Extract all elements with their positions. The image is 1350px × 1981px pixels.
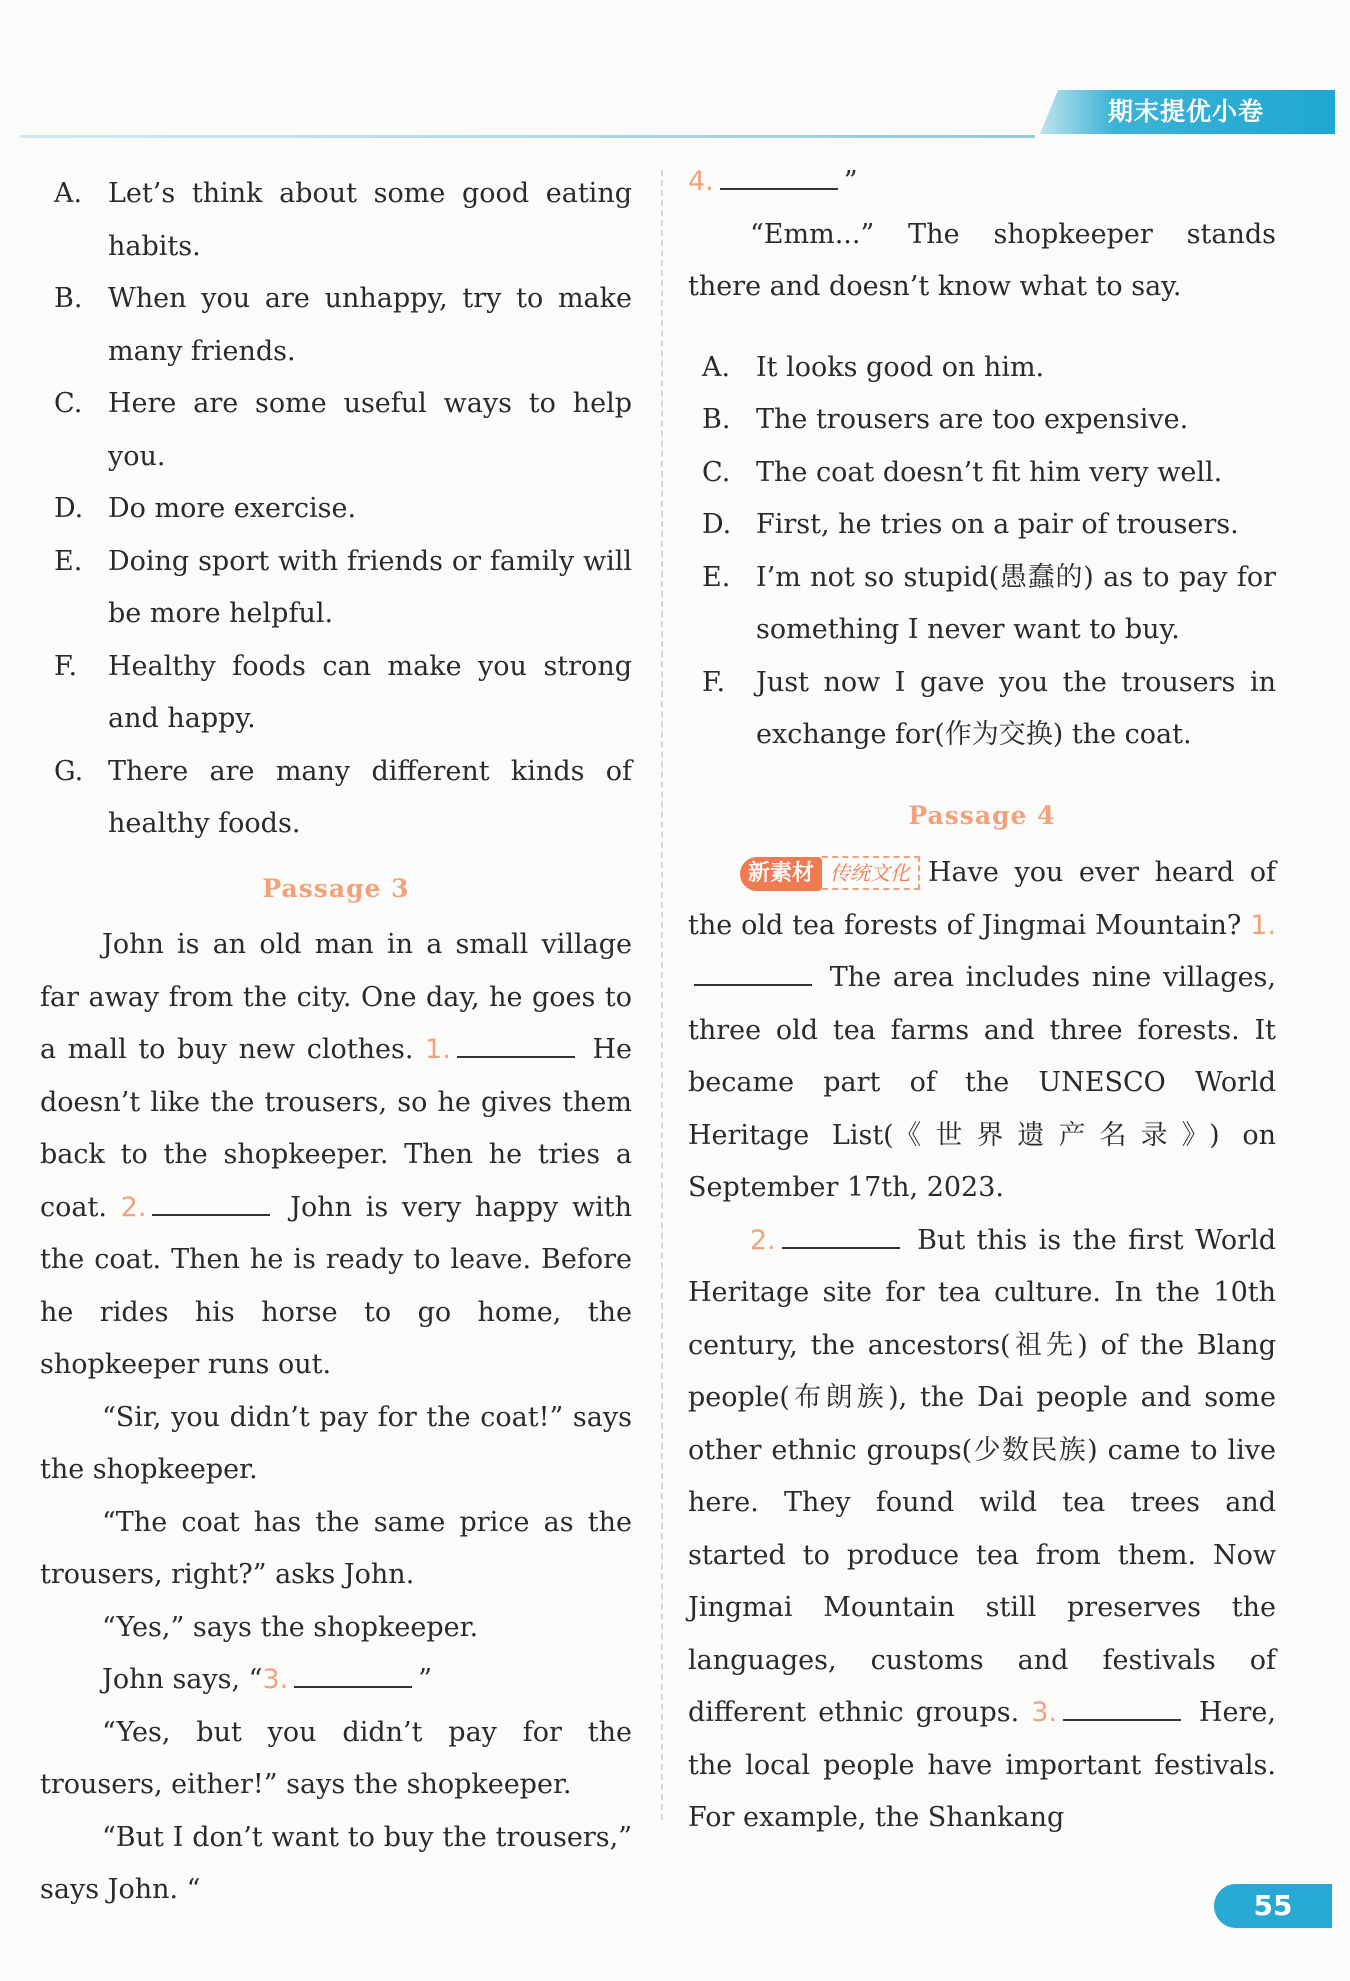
option-item	[688, 447, 1276, 500]
option-letter: C.	[54, 388, 83, 419]
option-item	[688, 552, 1276, 657]
text: John is very happy with the coat. Then he is ready to leave. Before he rides his horse to go home, the shopkeeper runs out.	[40, 1191, 632, 1380]
option-letter: F.	[54, 650, 78, 682]
passage-3-title: Passage 3	[262, 873, 410, 903]
blank-number: 2.	[120, 1191, 147, 1223]
option-item	[40, 641, 632, 746]
option-letter: E.	[702, 561, 731, 593]
option-item	[40, 273, 632, 378]
option-letter: B.	[702, 404, 731, 435]
option-item	[40, 483, 632, 536]
option-item	[40, 168, 632, 273]
passage-3-paragraph-5	[40, 1654, 632, 1707]
option-item	[688, 342, 1276, 395]
option-text: When you are unhappy, try to make many friends.	[108, 283, 632, 367]
passage-3-paragraph-6: “Yes, but you didn’t pay for the trousers, either!” says the shopkeeper.	[40, 1716, 632, 1800]
option-item	[688, 394, 1276, 447]
answer-blank[interactable]	[1063, 1689, 1181, 1721]
blank-number: 2.	[750, 1224, 776, 1256]
option-text: I’m not so stupid(愚蠢的) as to pay for something I never want to buy.	[756, 561, 1276, 645]
passage-3-paragraph-8: “Emm...” The shopkeeper stands there and doesn’t know what to say.	[688, 218, 1276, 302]
blank-number: 1.	[1250, 909, 1276, 941]
option-letter: D.	[54, 493, 84, 524]
passage-3-paragraph-7-end	[688, 156, 1276, 209]
page-number: 55	[1214, 1884, 1332, 1928]
text: Have you ever heard of the old tea forests of Jingmai Mountain?	[688, 857, 1276, 941]
passage-4-paragraph-2	[688, 1215, 1276, 1845]
text: But this is the first World Heritage site for tea culture. In the 10th century, the ancestors(祖先) of the Blang people(布朗族), the Dai people and some other ethnic groups(少数民族) came to live here. They found wild tea trees and started to produce tea from them. Now Jingmai Mountain still preserves the languages, customs and festivals of different ethnic groups.	[688, 1224, 1276, 1728]
text: John is an old man in a small village far away from the city. One day, he goes to a mall to buy new clothes.	[40, 929, 632, 1065]
passage-3-paragraph-1	[40, 919, 632, 1392]
badge-sub-label: 传统文化	[822, 856, 920, 890]
passage-4-paragraph-1	[688, 846, 1276, 1215]
new-material-badge	[740, 846, 920, 899]
option-text: Doing sport with friends or family will be more helpful.	[108, 545, 632, 629]
text: The area includes nine villages, three old tea farms and three forests. It became part of the UNESCO World Heritage List(《世界遗产名录》) on September 17th, 2023.	[688, 962, 1276, 1203]
passage-3-paragraph-4: “Yes,” says the shopkeeper.	[102, 1611, 479, 1643]
badge-label: 新素材	[740, 857, 822, 891]
option-text: The trousers are too expensive.	[756, 404, 1189, 435]
option-text: Here are some useful ways to help you.	[108, 388, 632, 472]
passage-3-paragraph-3: “The coat has the same price as the trousers, right?” asks John.	[40, 1506, 632, 1590]
option-item	[40, 378, 632, 483]
option-text: There are many different kinds of healthy foods.	[108, 755, 632, 839]
option-letter: A.	[702, 351, 731, 383]
header-title: 期末提优小卷	[1108, 97, 1265, 126]
option-letter: G.	[54, 755, 84, 787]
text: Here, the local people have important festivals. For example, the Shankang	[688, 1697, 1276, 1833]
answer-blank[interactable]	[720, 158, 838, 190]
passage-4-title: Passage 4	[908, 800, 1056, 830]
answer-blank[interactable]	[294, 1656, 412, 1688]
header-rule	[20, 135, 1035, 138]
option-letter: E.	[54, 545, 83, 577]
option-text: First, he tries on a pair of trousers.	[756, 509, 1239, 540]
passage-3-paragraph-7-start	[40, 1812, 632, 1917]
option-text: The coat doesn’t fit him very well.	[756, 456, 1223, 488]
blank-number: 4.	[688, 166, 714, 197]
option-text: Do more exercise.	[108, 493, 357, 524]
blank-number: 3.	[1031, 1697, 1057, 1728]
text: “But I don’t want to buy the trousers,” says John. “	[40, 1821, 632, 1905]
text: ”	[418, 1664, 433, 1695]
blank-number: 3.	[262, 1664, 289, 1695]
option-text: Healthy foods can make you strong and happy.	[108, 650, 632, 734]
option-text: It looks good on him.	[756, 351, 1045, 383]
option-letter: F.	[702, 666, 726, 698]
option-letter: A.	[54, 178, 83, 209]
answer-blank[interactable]	[152, 1184, 270, 1216]
passage-3-paragraph-2: “Sir, you didn’t pay for the coat!” says the shopkeeper.	[40, 1401, 632, 1485]
column-divider	[661, 170, 663, 1820]
option-item	[40, 536, 632, 641]
option-item	[688, 657, 1276, 762]
option-item	[688, 499, 1276, 552]
right-column	[688, 156, 1276, 1845]
answer-blank[interactable]	[457, 1026, 575, 1058]
option-letter: C.	[702, 456, 731, 488]
blank-number: 1.	[425, 1034, 451, 1065]
answer-blank[interactable]	[694, 954, 812, 986]
answer-blank[interactable]	[782, 1217, 900, 1249]
text: He doesn’t like the trousers, so he gives them back to the shopkeeper. Then he tries a coat.	[40, 1034, 632, 1223]
option-letter: D.	[702, 509, 732, 540]
option-text: Just now I gave you the trousers in exchange for(作为交换) the coat.	[756, 666, 1276, 750]
left-column	[40, 168, 632, 1917]
text: John says, “	[102, 1664, 263, 1695]
text: ”	[843, 166, 858, 197]
option-text: Let’s think about some good eating habits.	[108, 178, 632, 262]
option-letter: B.	[54, 283, 83, 314]
option-item	[40, 746, 632, 851]
